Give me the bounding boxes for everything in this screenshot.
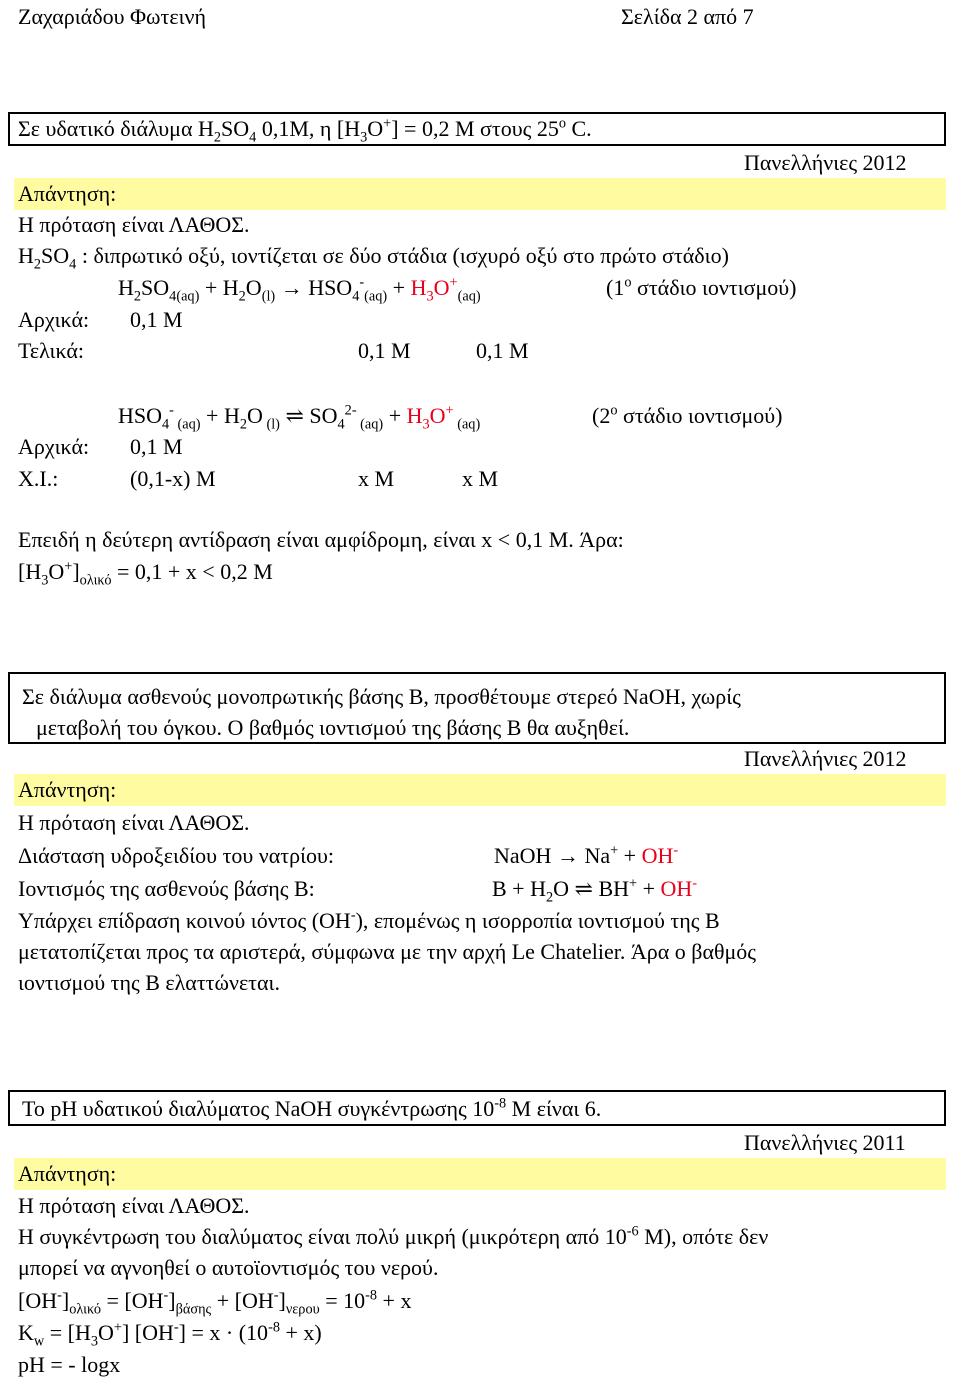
q1-equilibrium-value-1: (0,1-x) M bbox=[130, 466, 216, 491]
q1-final-label: Τελικά: bbox=[18, 338, 85, 363]
q2-ionization-equation: $B + H_2O$ ⇌ BH+ + OH- bbox=[492, 875, 698, 906]
q3-answer-label: Απάντηση: bbox=[18, 1161, 117, 1186]
q1-equilibrium-value-2: x M bbox=[358, 466, 395, 491]
q1-reaction-1: $H_2SO_{4(aq)} + H_2O_{(l)} \to HSO_4^-_{(aq)} + H_3O^+_{(aq)}$ bbox=[118, 274, 481, 305]
q3-statement: Το pH υδατικού διαλύματος NaOH συγκέντρωσης $10^{-8}$ M είναι 6. bbox=[22, 1095, 602, 1121]
q3-explanation-line-2: μπορεί να αγνοηθεί ο αυτοϊοντισμός του νερού. bbox=[18, 1255, 439, 1280]
q1-initial-value-1: 0,1 M bbox=[130, 307, 183, 332]
q1-total-concentration: $[H_3O^+]_{o\lambda\iota\kappa ό} = 0,1 + x < 0,2$ M bbox=[18, 558, 273, 589]
q2-answer-highlight bbox=[14, 774, 946, 806]
q2-explanation-line-2: μετατοπίζεται προς τα αριστερά, σύμφωνα με την αρχή Le Chatelier. Άρα ο βαθμός bbox=[18, 939, 757, 964]
arrow-right-icon: → bbox=[556, 843, 579, 868]
q2-dissociation-label: Διάσταση υδροξειδίου του νατρίου: bbox=[18, 843, 335, 868]
q3-formula-ph: pH = - logx bbox=[18, 1352, 121, 1377]
q1-final-value-1: 0,1 M bbox=[358, 338, 411, 363]
q1-reaction-1-stage: ($1^o$ στάδιο ιοντισμού) bbox=[606, 274, 797, 300]
q2-explanation-line-3: ιοντισμού της Β ελαττώνεται. bbox=[18, 970, 280, 995]
q1-source: Πανελλήνιες 2012 bbox=[744, 150, 907, 175]
q2-statement-line-1: Σε διάλυμα ασθενούς μονοπρωτικής βάσης Β, προσθέτουμε στερεό NaOH, χωρίς bbox=[22, 684, 741, 709]
q3-source: Πανελλήνιες 2011 bbox=[744, 1130, 906, 1155]
equilibrium-arrow-icon: ⇌ bbox=[285, 403, 304, 428]
q3-formula-kw: $K_w = [H_3O^+] [OH^-] = x \cdot (10^{-8} + x)$ bbox=[18, 1319, 322, 1350]
q1-statement: Σε υδατικό διάλυμα $H_2SO_4$ 0,1Μ, η $[H_3O^+] = 0,2$ M στους $25^o$ C. bbox=[18, 115, 592, 146]
page-number: Σελίδα 2 από 7 bbox=[621, 4, 754, 29]
arrow-right-icon: → bbox=[280, 275, 303, 300]
q2-answer-label: Απάντηση: bbox=[18, 777, 117, 802]
q2-ionization-label: Ιοντισμός της ασθενούς βάσης Β: bbox=[18, 876, 315, 901]
author-name: Ζαχαριάδου Φωτεινή bbox=[18, 4, 206, 29]
q2-verdict: Η πρόταση είναι ΛΑΘΟΣ. bbox=[18, 810, 250, 835]
q1-explanation: $H_2SO_4$ : διπρωτικό οξύ, ιοντίζεται σε δύο στάδια (ισχυρό οξύ στο πρώτο στάδιο) bbox=[18, 243, 729, 273]
q1-reaction-2-stage: ($2^o$ στάδιο ιοντισμού) bbox=[592, 402, 783, 428]
q2-statement-line-2: μεταβολή του όγκου. Ο βαθμός ιοντισμού της βάσης Β θα αυξηθεί. bbox=[36, 715, 630, 740]
q3-formula-oh-total: $[OH^-]_{o\lambda\iota\kappa ό} = [OH^-]_{\beta ά\sigma\eta\varsigma} + [OH^-]_{\nu\varepsilon\rho o\upsilon} = 10^{-8} + x$ bbox=[18, 1287, 412, 1318]
equilibrium-arrow-icon: ⇌ bbox=[574, 876, 593, 901]
q2-dissociation-equation: NaOH → Na+ + OH- bbox=[494, 842, 679, 868]
q1-answer-label: Απάντηση: bbox=[18, 181, 117, 206]
q1-initial-label-2: Αρχικά: bbox=[18, 434, 90, 459]
q3-verdict: Η πρόταση είναι ΛΑΘΟΣ. bbox=[18, 1193, 250, 1218]
q1-equilibrium-value-3: x M bbox=[462, 466, 499, 491]
q3-answer-highlight bbox=[14, 1158, 946, 1190]
q1-reaction-2: $HSO_4^-$ $_{(aq)} + H_2O$ $_{(l)}$ ⇌ $SO_4^{2-}$ $_{(aq)} + H_3O^+$ $_{(aq)}$ bbox=[118, 402, 481, 433]
q1-initial-value-2: 0,1 M bbox=[130, 434, 183, 459]
q2-explanation-line-1: Υπάρχει επίδραση κοινού ιόντος (OH-), επομένως η ισορροπία ιοντισμού της Β bbox=[18, 907, 720, 933]
q1-final-value-2: 0,1 M bbox=[476, 338, 529, 363]
q3-explanation-line-1: Η συγκέντρωση του διαλύματος είναι πολύ μικρή (μικρότερη από $10^{-6}$ M), οπότε δεν bbox=[18, 1223, 769, 1249]
q1-equilibrium-label: Χ.Ι.: bbox=[18, 466, 59, 491]
q1-verdict: Η πρόταση είναι ΛΑΘΟΣ. bbox=[18, 212, 250, 237]
q1-initial-label-1: Αρχικά: bbox=[18, 307, 90, 332]
q1-conclusion: Επειδή η δεύτερη αντίδραση είναι αμφίδρομη, είναι x < 0,1 M. Άρα: bbox=[18, 527, 624, 552]
q2-source: Πανελλήνιες 2012 bbox=[744, 746, 907, 771]
q1-answer-highlight bbox=[14, 178, 946, 210]
